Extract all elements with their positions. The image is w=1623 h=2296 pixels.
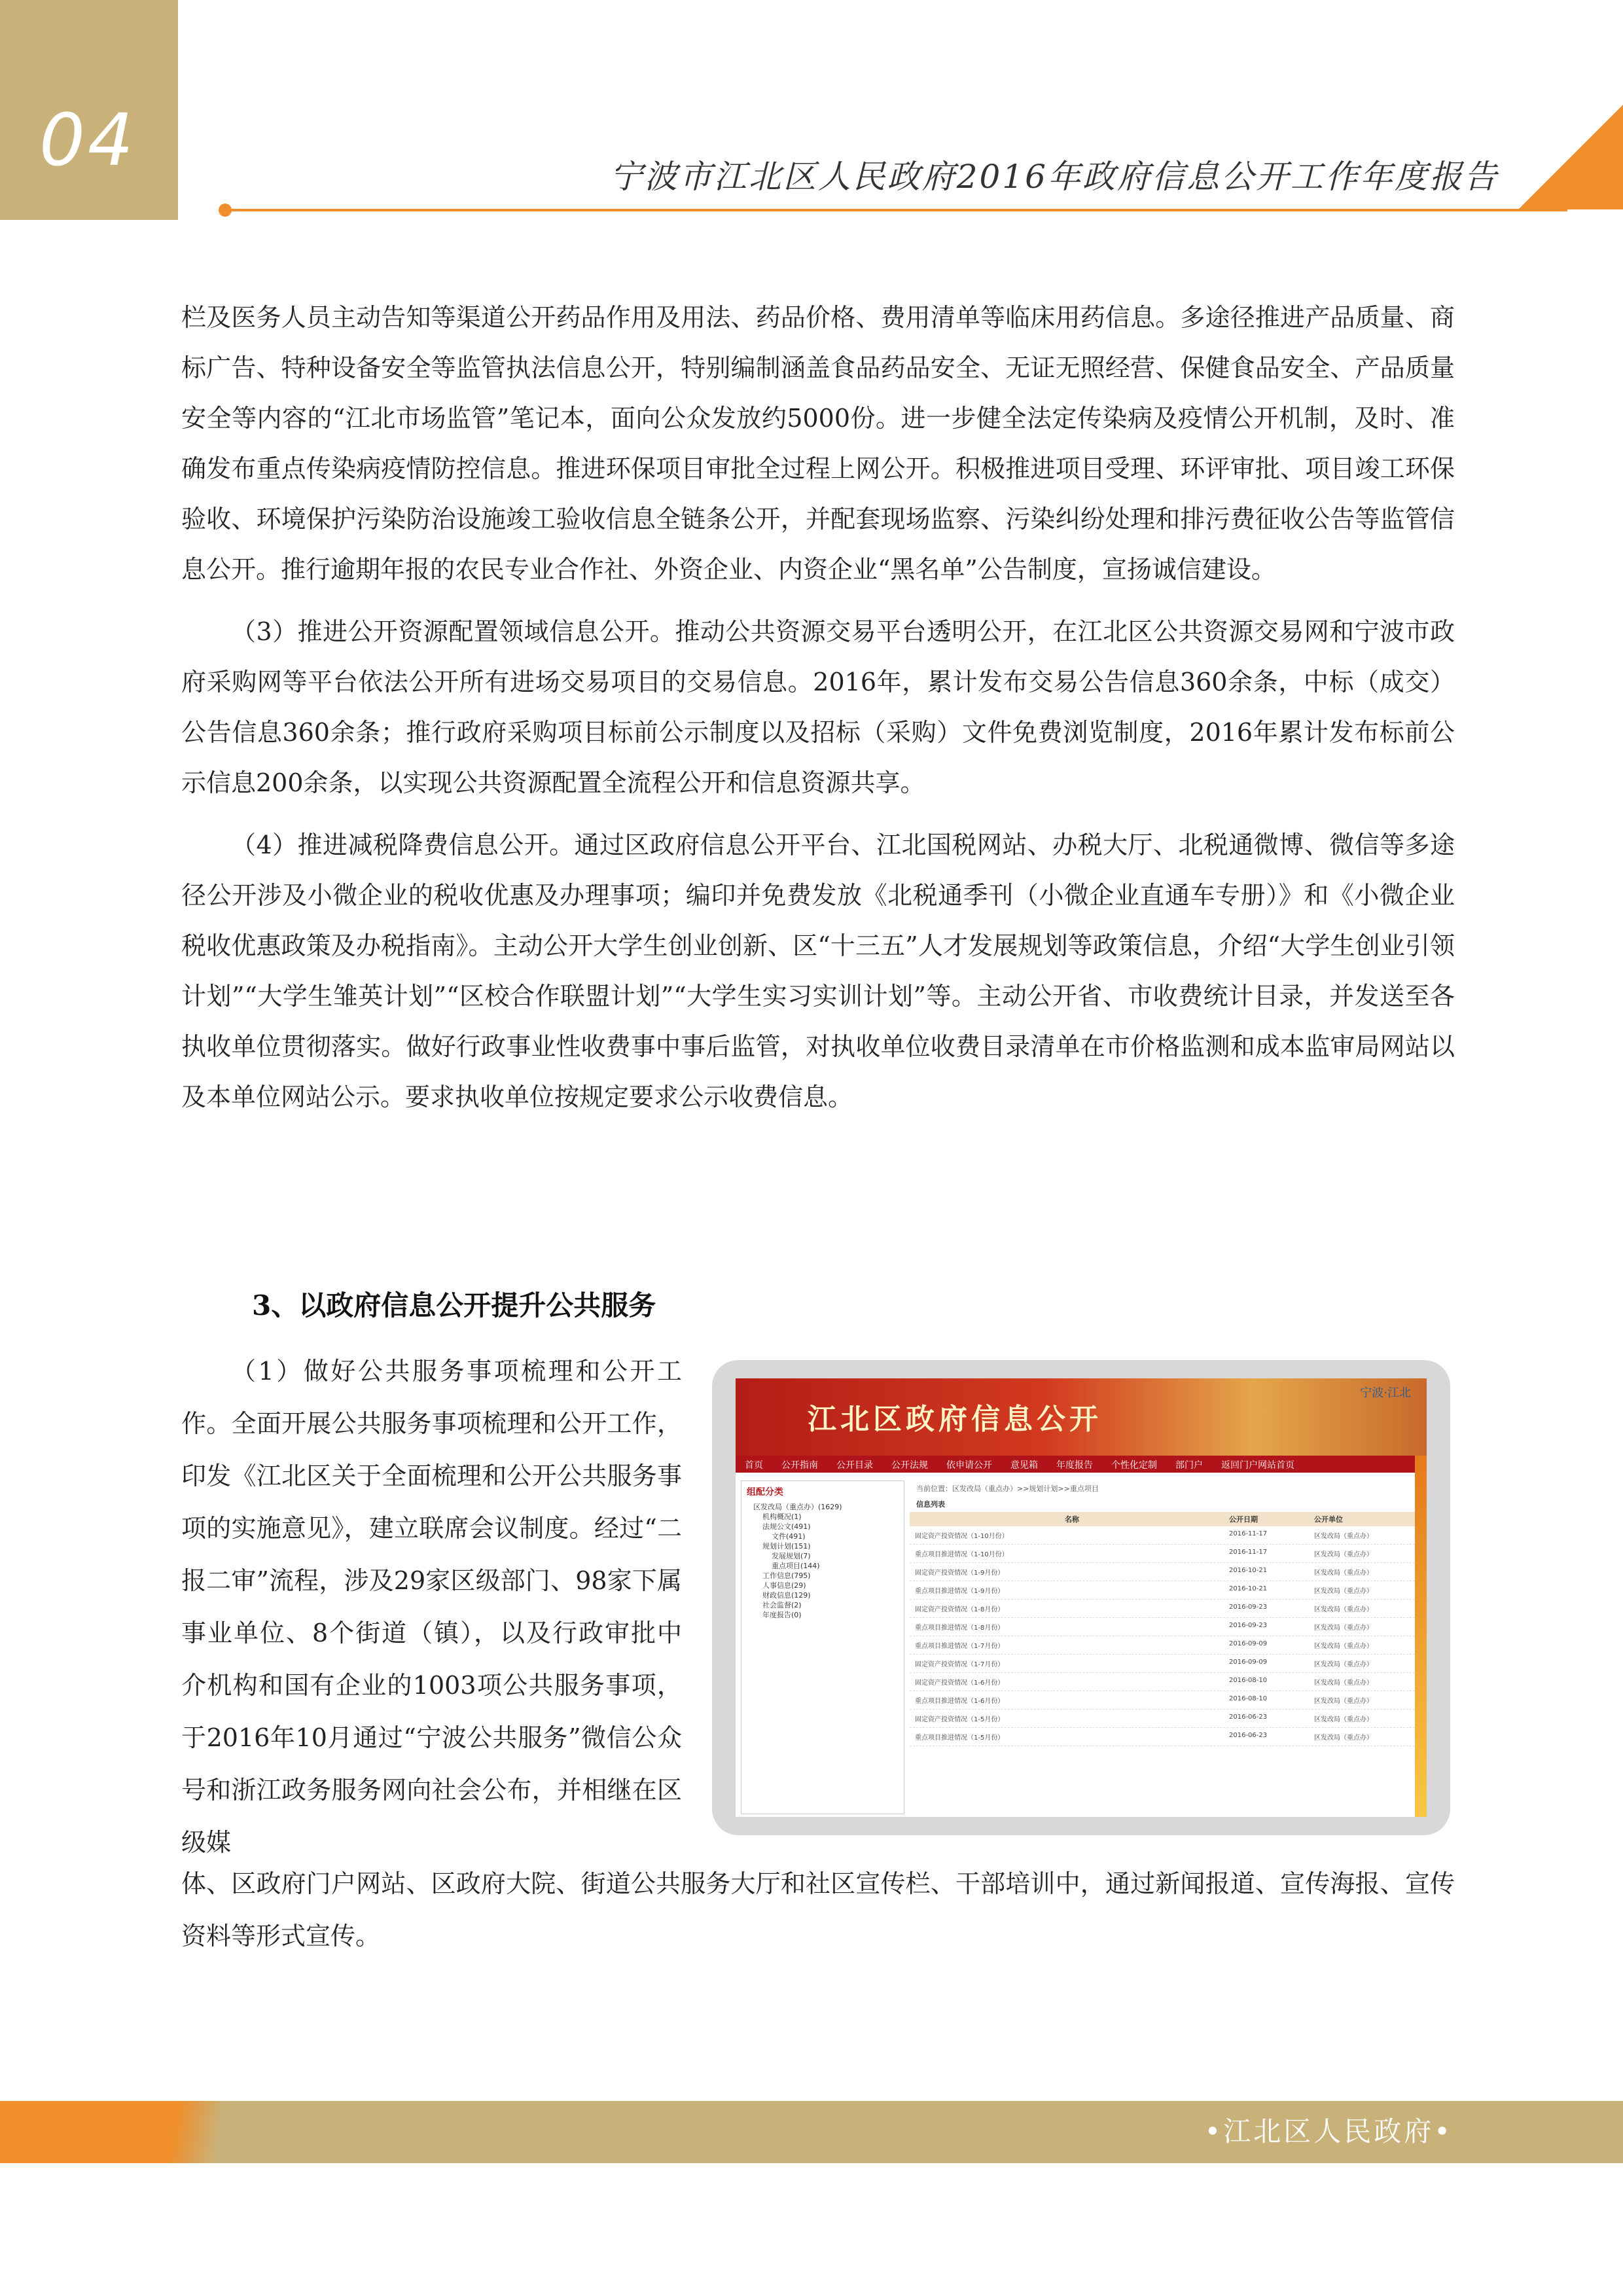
section-heading: 3、以政府信息公开提升公共服务 — [252, 1289, 656, 1321]
tree-item: 文件(491) — [772, 1532, 806, 1541]
table-cell: 固定资产投资情况（1-10月份） — [915, 1533, 1008, 1540]
table-cell: 重点项目推进情况（1-7月份） — [915, 1643, 1005, 1650]
screenshot-nav-item: 公开指南 — [781, 1460, 818, 1471]
table-cell: 2016-09-23 — [1229, 1622, 1268, 1629]
table-cell: 区发改局（重点办） — [1314, 1624, 1373, 1632]
column-header: 公开单位 — [1314, 1515, 1343, 1524]
table-row — [910, 1636, 1421, 1655]
table-row — [910, 1600, 1421, 1618]
header-triangle-decoration — [1518, 105, 1623, 209]
table-cell: 重点项目推进情况（1-5月份） — [915, 1734, 1005, 1742]
paragraph-public-service-continued: 体、区政府门户网站、区政府大院、街道公共服务大厅和社区宣传栏、干部培训中，通过新闻报道、宣传海报、宣传资料等形式宣传。 — [181, 1869, 1455, 1950]
table-cell: 区发改局（重点办） — [1314, 1661, 1373, 1668]
table-cell: 2016-09-09 — [1229, 1640, 1268, 1647]
screenshot-nav-item: 年度报告 — [1056, 1460, 1093, 1471]
table-cell: 区发改局（重点办） — [1314, 1716, 1373, 1723]
table-cell: 固定资产投资情况（1-7月份） — [915, 1661, 1005, 1668]
table-cell: 区发改局（重点办） — [1314, 1643, 1373, 1650]
table-cell: 区发改局（重点办） — [1314, 1734, 1373, 1742]
screenshot-banner — [736, 1378, 1427, 1456]
table-cell: 2016-11-17 — [1229, 1530, 1268, 1537]
screenshot-nav-item: 公开目录 — [836, 1460, 873, 1471]
screenshot-nav-item: 依申请公开 — [946, 1460, 992, 1471]
table-row — [910, 1581, 1421, 1600]
tree-item: 区发改局（重点办）(1629) — [753, 1503, 842, 1511]
website-screenshot-frame — [712, 1360, 1450, 1835]
footer-org: •江北区人民政府• — [1204, 2115, 1453, 2147]
screenshot-nav-item: 公开法规 — [891, 1460, 928, 1471]
screenshot-sidebar — [741, 1480, 904, 1814]
tree-item: 机构概况(1) — [762, 1513, 802, 1521]
tree-item: 工作信息(795) — [762, 1571, 811, 1580]
screenshot-breadcrumb: 当前位置：区发改局（重点办）>>规划计划>>重点项目 — [916, 1484, 1099, 1493]
table-cell: 区发改局（重点办） — [1314, 1588, 1373, 1595]
table-cell: 2016-06-23 — [1229, 1713, 1268, 1721]
screenshot-sidebar-title: 组配分类 — [747, 1487, 783, 1498]
column-header: 名称 — [1065, 1515, 1079, 1524]
tree-item: 社会监督(2) — [762, 1601, 802, 1609]
tree-item: 发展规划(7) — [772, 1552, 811, 1560]
table-cell: 2016-06-23 — [1229, 1732, 1268, 1739]
table-cell: 固定资产投资情况（1-6月份） — [915, 1679, 1005, 1687]
screenshot-side-decoration — [1415, 1456, 1427, 1817]
page-number: 04 — [39, 98, 136, 182]
table-cell: 重点项目推进情况（1-6月份） — [915, 1698, 1005, 1705]
table-cell: 2016-10-21 — [1229, 1567, 1268, 1574]
website-screenshot — [736, 1378, 1427, 1817]
screenshot-list-title: 信息列表 — [916, 1500, 945, 1509]
header-rule-dot — [219, 204, 232, 217]
table-row — [910, 1618, 1421, 1636]
tree-item: 年度报告(0) — [762, 1611, 802, 1619]
table-cell: 区发改局（重点办） — [1314, 1698, 1373, 1705]
body-text — [181, 293, 1455, 1122]
table-cell: 2016-08-10 — [1229, 1695, 1268, 1702]
screenshot-nav — [736, 1456, 1427, 1473]
table-row — [910, 1545, 1421, 1563]
table-row — [910, 1526, 1421, 1545]
table-cell: 2016-10-21 — [1229, 1585, 1268, 1592]
screenshot-banner-title: 江北区政府信息公开 — [808, 1403, 1102, 1436]
table-cell: 2016-09-09 — [1229, 1659, 1268, 1666]
table-cell: 区发改局（重点办） — [1314, 1679, 1373, 1687]
table-cell: 重点项目推进情况（1-9月份） — [915, 1588, 1005, 1595]
tree-item: 人事信息(29) — [762, 1581, 806, 1590]
table-row — [910, 1655, 1421, 1673]
tree-item: 财政信息(129) — [762, 1591, 811, 1600]
column-header: 公开日期 — [1229, 1515, 1258, 1524]
table-cell: 重点项目推进情况（1-10月份） — [915, 1551, 1008, 1558]
table-row — [910, 1673, 1421, 1691]
screenshot-nav-item: 返回门户网站首页 — [1221, 1460, 1294, 1471]
table-cell: 区发改局（重点办） — [1314, 1606, 1373, 1613]
table-row — [910, 1691, 1421, 1710]
table-row — [910, 1710, 1421, 1728]
screenshot-table-body — [910, 1526, 1421, 1746]
screenshot-main — [910, 1480, 1421, 1813]
table-cell: 区发改局（重点办） — [1314, 1551, 1373, 1558]
table-cell: 2016-08-10 — [1229, 1677, 1268, 1684]
table-cell: 固定资产投资情况（1-9月份） — [915, 1570, 1005, 1577]
paragraph-tax-reduction: （4）推进减税降费信息公开。通过区政府信息公开平台、江北国税网站、办税大厅、北税通微博、微信等多途径公开涉及小微企业的税收优惠及办理事项；编印并免费发放《北税通季刊（小微企业直通车专册）》和《小微企业税收优惠政策及办税指南》。主动公开大学生创业创新、区“十三五”人才发展规划等政策信息，介绍“大学生创业引领计划”“大学生雏英计划”“区校合作联盟计划”“大学生实习实训计划”等。主动公开省、市收费统计目录，并发送至各执收单位贯彻落实。做好行政事业性收费事中事后监管，对执收单位收费目录清单在市价格监测和成本监审局网站以及本单位网站公示。要求执收单位按规定要求公示收费信息。 — [181, 831, 1455, 1111]
screenshot-tree — [741, 1502, 904, 1620]
table-cell: 重点项目推进情况（1-8月份） — [915, 1624, 1005, 1632]
table-cell: 区发改局（重点办） — [1314, 1570, 1373, 1577]
screenshot-table-header — [910, 1512, 1421, 1526]
screenshot-nav-item: 首页 — [745, 1460, 763, 1471]
screenshot-nav-item: 个性化定制 — [1111, 1460, 1157, 1471]
paragraph-resource-allocation: （3）推进公开资源配置领域信息公开。推动公共资源交易平台透明公开，在江北区公共资源交易网和宁波市政府采购网等平台依法公开所有进场交易项目的交易信息。2016年，累计发布交易公告信息360余条，中标（成交）公告信息360余条；推行政府采购项目标前公示制度以及招标（采购）文件免费浏览制度，2016年累计发布标前公示信息200余条，以实现公共资源配置全流程公开和信息资源共享。 — [181, 617, 1455, 797]
screenshot-nav-item: 部门户 — [1175, 1460, 1203, 1471]
paragraph-public-service: （1）做好公共服务事项梳理和公开工作。全面开展公共服务事项梳理和公开工作，印发《江北区关于全面梳理和公开公共服务事项的实施意见》，建立联席会议制度。经过“二报二审”流程，涉及29家区级部门、98家下属事业单位、8个街道（镇），以及行政审批中介机构和国有企业的1003项公共服务事项，于2016年10月通过“宁波公共服务”微信公众号和浙江政务服务网向社会公布，并相继在区级媒 — [181, 1357, 682, 1857]
table-cell: 区发改局（重点办） — [1314, 1533, 1373, 1540]
screenshot-logo: 宁波·江北 — [1360, 1386, 1411, 1400]
tree-item: 法规公文(491) — [762, 1522, 811, 1531]
table-cell: 固定资产投资情况（1-5月份） — [915, 1716, 1005, 1723]
table-row — [910, 1563, 1421, 1581]
tree-item: 重点项目(144) — [772, 1562, 820, 1570]
table-cell: 2016-11-17 — [1229, 1549, 1268, 1556]
screenshot-nav-item: 意见箱 — [1010, 1460, 1038, 1471]
table-cell: 固定资产投资情况（1-8月份） — [915, 1606, 1005, 1613]
table-cell: 2016-09-23 — [1229, 1604, 1268, 1611]
table-row — [910, 1728, 1421, 1746]
header-rule — [226, 209, 1567, 211]
tree-item: 规划计划(151) — [762, 1542, 811, 1551]
report-title: 宁波市江北区人民政府2016年政府信息公开工作年度报告 — [609, 158, 1499, 196]
paragraph-continued: 栏及医务人员主动告知等渠道公开药品作用及用法、药品价格、费用清单等临床用药信息。多途径推进产品质量、商标广告、特种设备安全等监管执法信息公开，特别编制涵盖食品药品安全、无证无照经营、保健食品安全、产品质量安全等内容的“江北市场监管”笔记本，面向公众发放约5000份。进一步健全法定传染病及疫情公开机制，及时、准确发布重点传染病疫情防控信息。推进环保项目审批全过程上网公开。积极推进项目受理、环评审批、项目竣工环保验收、环境保护污染防治设施竣工验收信息全链条公开，并配套现场监察、污染纠纷处理和排污费征收公告等监管信息公开。推行逾期年报的农民专业合作社、外资企业、内资企业“黑名单”公告制度，宣扬诚信建设。 — [181, 303, 1455, 584]
